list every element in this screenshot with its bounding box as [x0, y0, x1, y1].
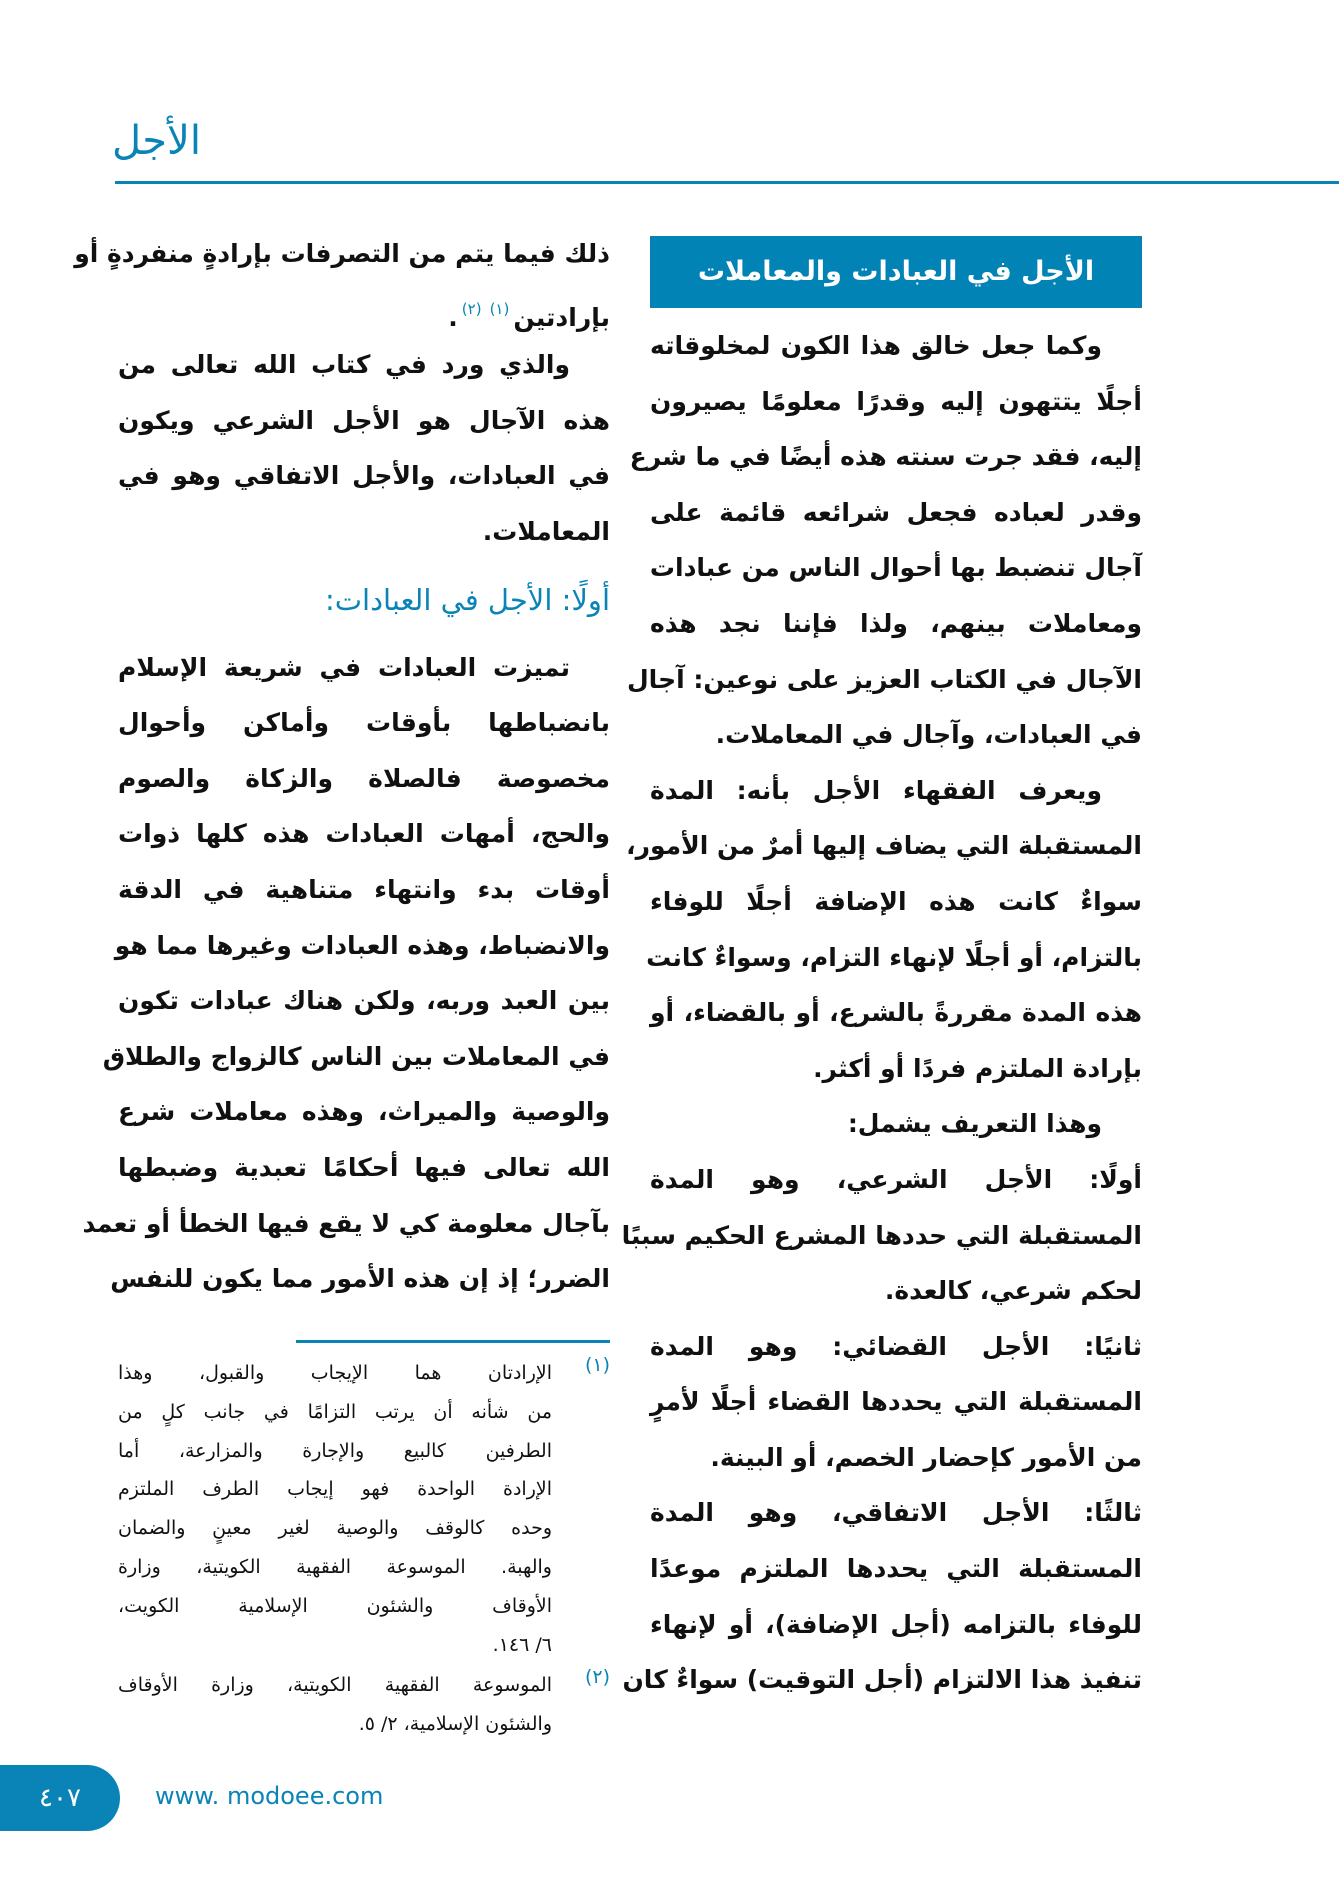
- text-line: [118, 282, 610, 338]
- running-title: الأجل: [112, 118, 201, 164]
- text-line: الإرادة الواحدة فهو إيجاب الطرف الملتزم: [118, 1478, 552, 1501]
- text-line: بين العبد وربه، ولكن هناك عبادات تكون: [118, 986, 610, 1016]
- text-line: الموسوعة الفقهية الكويتية، وزارة الأوقاف: [118, 1674, 552, 1696]
- text-line: الأوقاف والشئون الإسلامية الكويت،: [118, 1594, 552, 1617]
- text-line: وقدر لعباده فجعل شرائعه قائمة على: [650, 497, 1142, 527]
- text-line: الإرادتان هما الإيجاب والقبول، وهذا: [118, 1362, 552, 1384]
- text-line: في العبادات، والأجل الاتفاقي وهو في: [118, 461, 610, 491]
- text-line: للوفاء بالتزامه (أجل الإضافة)، أو لإنهاء: [650, 1609, 1142, 1639]
- text-line: والهبة. الموسوعة الفقهية الكويتية، وزارة: [118, 1555, 552, 1578]
- text-line: آجال تنضبط بها أحوال الناس من عبادات: [649, 553, 1142, 583]
- text-line: ذلك فيما يتم من التصرفات بإرادةٍ منفردةٍ أو: [74, 239, 610, 268]
- text-line: ويعرف الفقهاء الأجل بأنه: المدة: [650, 775, 1102, 805]
- text-line: الآجال في الكتاب العزيز على نوعين: آجال: [626, 664, 1142, 694]
- text-line: والذي ورد في كتاب الله تعالى من: [118, 350, 570, 380]
- footnote-number: (٢): [584, 1666, 610, 1688]
- footnote: [118, 1354, 610, 1664]
- text-line: والانضباط، وهذه العبادات وغيرها مما هو: [114, 930, 610, 960]
- text-line: سواءٌ كانت هذه الإضافة أجلًا للوفاء: [650, 886, 1142, 916]
- text-line: من شأنه أن يرتب التزامًا في جانب كلٍ من: [118, 1400, 552, 1423]
- text-line: الله تعالى فيها أحكامًا تعبدية وضبطها: [118, 1152, 610, 1182]
- text-line: من الأمور كإحضار الخصم، أو البينة.: [710, 1442, 1142, 1472]
- text-line: ثانيًا: الأجل القضائي: وهو المدة: [650, 1331, 1142, 1361]
- text-line: لحكم شرعي، كالعدة.: [884, 1276, 1142, 1306]
- text-line: والشئون الإسلامية، ٢/ ٥.: [358, 1712, 552, 1735]
- text-line: تميزت العبادات في شريعة الإسلام: [118, 652, 570, 682]
- text-line: بإرادة الملتزم فردًا أو أكثر.: [813, 1053, 1142, 1083]
- footnote-rule: [296, 1340, 610, 1343]
- subheading: أولًا: الأجل في العبادات:: [324, 582, 610, 617]
- page-number: ٤٠٧: [0, 1765, 120, 1831]
- text-line: بآجال معلومة كي لا يقع فيها الخطأ أو تعمد: [82, 1208, 610, 1238]
- header-rule: [115, 181, 1339, 184]
- text-fragment: بإرادتين: [513, 302, 610, 332]
- footnote-ref-1[interactable]: (١): [489, 299, 510, 318]
- text-line: المعاملات.: [482, 516, 610, 546]
- text-fragment: .: [448, 302, 458, 332]
- text-line: هذه الآجال هو الأجل الشرعي ويكون: [118, 405, 610, 435]
- left-column: [74, 226, 610, 1307]
- text-line: أولًا: الأجل الشرعي، وهو المدة: [650, 1164, 1142, 1194]
- text-line: تنفيذ هذا الالتزام (أجل التوقيت) سواءٌ كان: [622, 1665, 1142, 1695]
- text-line: هذه المدة مقررةً بالشرع، أو بالقضاء، أو: [650, 998, 1142, 1028]
- text-line: والحج، أمهات العبادات هذه كلها ذوات: [118, 819, 610, 849]
- text-line: الطرفين كالبيع والإجارة والمزارعة، أما: [118, 1439, 552, 1462]
- text-line: المستقبلة التي يحددها الملتزم موعدًا: [650, 1554, 1142, 1584]
- footnote-number: (١): [584, 1354, 610, 1376]
- text-line: المستقبلة التي حددها المشرع الحكيم سببًا: [621, 1220, 1142, 1250]
- footnote-ref-2[interactable]: (٢): [461, 299, 482, 318]
- text-line: أوقات بدء وانتهاء متناهية في الدقة: [118, 874, 610, 904]
- text-line: وهذا التعريف يشمل:: [847, 1109, 1102, 1139]
- text-line: ثالثًا: الأجل الاتفاقي، وهو المدة: [650, 1498, 1142, 1528]
- text-line: بالتزام، أو أجلًا لإنهاء التزام، وسواءٌ كانت: [646, 942, 1142, 972]
- text-line: المستقبلة التي يضاف إليها أمرٌ من الأمور،: [626, 831, 1142, 861]
- text-line: بانضباطها بأوقات وأماكن وأحوال: [118, 708, 610, 738]
- text-line: وكما جعل خالق هذا الكون لمخلوقاته: [650, 331, 1102, 360]
- right-column: [621, 318, 1142, 1708]
- text-line: في العبادات، وآجال في المعاملات.: [715, 720, 1142, 750]
- text-line: إليه، فقد جرت سنته هذه أيضًا في ما شرع: [629, 442, 1142, 472]
- text-line: ٦/ ١٤٦.: [492, 1633, 552, 1656]
- text-line: المستقبلة التي يحددها القضاء أجلًا لأمرٍ: [650, 1387, 1142, 1417]
- website-link[interactable]: www. modoee.com: [155, 1782, 384, 1810]
- footnote: [118, 1666, 610, 1744]
- section-title: الأجل في العبادات والمعاملات: [650, 236, 1142, 308]
- text-line: الضرر؛ إذ إن هذه الأمور مما يكون للنفس: [110, 1264, 610, 1294]
- text-line: أجلًا يتتهون إليه وقدرًا معلومًا يصيرون: [650, 386, 1142, 416]
- text-line: والوصية والميراث، وهذه معاملات شرع: [118, 1097, 610, 1127]
- text-line: ومعاملات بينهم، ولذا فإننا نجد هذه: [650, 608, 1142, 638]
- text-line: مخصوصة فالصلاة والزكاة والصوم: [118, 763, 610, 793]
- text-line: وحده كالوقف والوصية لغير معينٍ والضمان: [118, 1517, 552, 1540]
- text-line: في المعاملات بين الناس كالزواج والطلاق: [102, 1041, 610, 1071]
